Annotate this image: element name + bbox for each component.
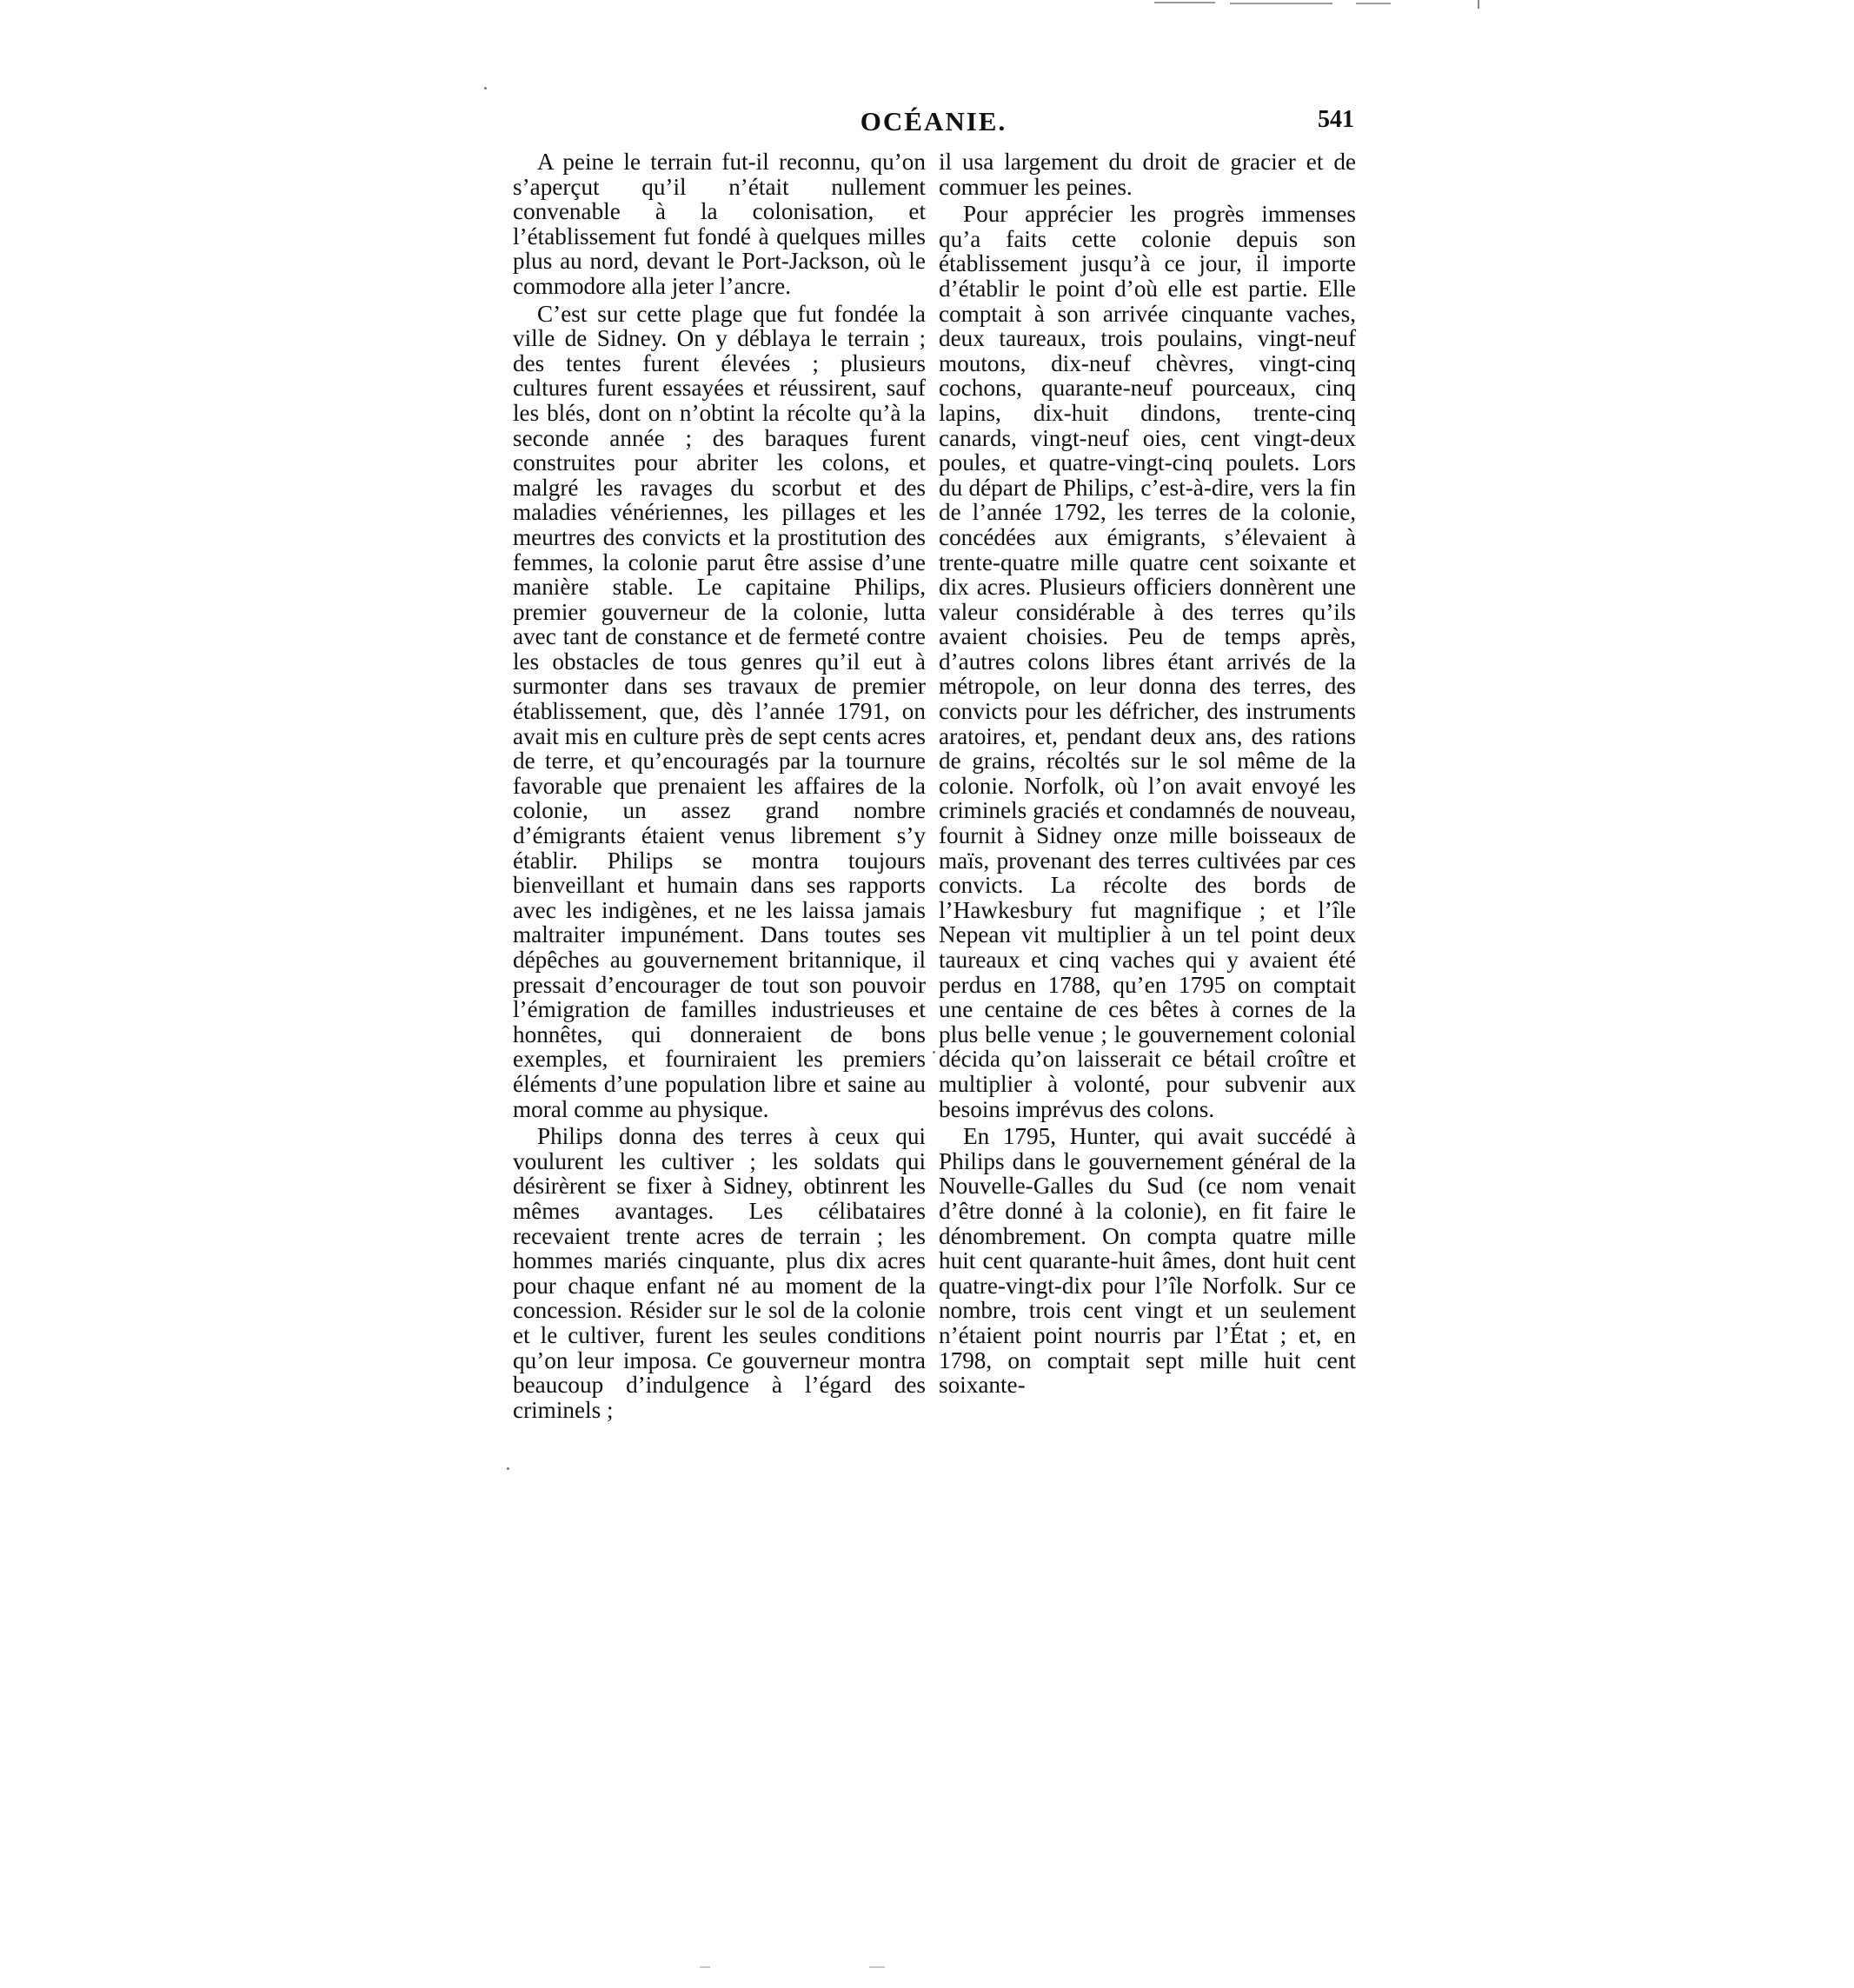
scan-artifact bbox=[700, 1966, 710, 1968]
paragraph-continuation: il usa largement du droit de gracier et de commuer les peines. bbox=[939, 149, 1356, 200]
paragraph: C’est sur cette plage que fut fondée la ville de Sidney. On y déblaya le terrain ; des tentes furent élevées ; plusieurs cultures furent essayées et réussirent, sauf les blés, dont on n’obtint la récolte qu’à la seconde année ; des baraques furent construites pour abriter les colons, et malgré les ravages du scorbut et des maladies vénériennes, les pillages et les meurtres des convicts et la prostitution des femmes, la colonie parut être assise d’une manière stable. Le capitaine Philips, premier gouverneur de la colonie, lutta avec tant de constance et de fermeté contre les obstacles de tous genres qu’il eut à surmonter dans ses travaux de premier établissement, que, dès l’année 1791, on avait mis en culture près de sept cents acres de terre, et qu’encouragés par la tournure favorable que prenaient les affaires de la colonie, un assez grand nombre d’émigrants étaient venus librement s’y établir. Philips se montra toujours bienveillant et humain dans ses rapports avec les indigènes, et ne les laissa jamais maltraiter impunément. Dans toutes ses dépêches au gouvernement britannique, il pressait d’encourager de tout son pouvoir l’émigration de familles industrieuses et honnêtes, qui donneraient de bons exemples, et fourniraient les premiers éléments d’une population libre et saine au moral comme au physique. bbox=[513, 300, 926, 1122]
right-column bbox=[939, 150, 1356, 1400]
paragraph: Philips donna des terres à ceux qui voulurent les cultiver ; les soldats qui désirèrent se fixer à Sidney, obtinrent les mêmes avantages. Les célibataires recevaient trente acres de terrain ; les hommes mariés cinquante, plus dix acres pour chaque enfant né au moment de la concession. Résider sur le sol de la colonie et le cultiver, furent les seules conditions qu’on leur imposa. Ce gouverneur montra beaucoup d’indulgence à l’égard des criminels ; bbox=[513, 1123, 926, 1423]
scan-artifact bbox=[869, 1966, 885, 1968]
paragraph: A peine le terrain fut-il reconnu, qu’on s’aperçut qu’il n’était nullement convenable à la colonisation, et l’établissement fut fondé à quelques milles plus au nord, devant le Port-Jackson, où le commodore alla jeter l’ancre. bbox=[513, 149, 926, 299]
left-column bbox=[513, 150, 926, 1425]
scan-artifact bbox=[1230, 3, 1332, 4]
page-header bbox=[513, 106, 1354, 141]
scan-artifact bbox=[1478, 0, 1479, 9]
scan-artifact bbox=[1154, 2, 1215, 3]
running-title: OCÉANIE. bbox=[860, 106, 1007, 136]
page-number: 541 bbox=[1318, 106, 1354, 133]
scan-artifact bbox=[1356, 3, 1391, 4]
scan-speck bbox=[933, 1051, 935, 1054]
scan-speck bbox=[484, 87, 487, 90]
paragraph: Pour apprécier les progrès immenses qu’a faits cette colonie depuis son établissement jusqu’à ce jour, il importe d’établir le point d’où elle est partie. Elle comptait à son arrivée cinquante vaches, deux taureaux, trois poulains, vingt-neuf moutons, dix-neuf chèvres, vingt-cinq cochons, quarante-neuf pourceaux, cinq lapins, dix-huit dindons, trente-cinq canards, vingt-neuf oies, cent vingt-deux poules, et quatre-vingt-cinq poulets. Lors du départ de Philips, c’est-à-dire, vers la fin de l’année 1792, les terres de la colonie, concédées aux émigrants, s’élevaient à trente-quatre mille quatre cent soixante et dix acres. Plusieurs officiers donnèrent une valeur considérable à des terres qu’ils avaient choisies. Peu de temps après, d’autres colons libres étant arrivés de la métropole, on leur donna des terres, des convicts pour les défricher, des instruments aratoires, et, pendant deux ans, des rations de grains, récoltés sur le sol même de la colonie. Norfolk, où l’on avait envoyé les criminels graciés et condamnés de nouveau, fournit à Sidney onze mille boisseaux de maïs, provenant des terres cultivées par ces convicts. La récolte des bords de l’Hawkesbury fut magnifique ; et l’île Nepean vit multiplier à un tel point deux taureaux et cinq vaches qui y avaient été perdus en 1788, qu’en 1795 on comptait une centaine de ces bêtes à cornes de la plus belle venue ; le gouvernement colonial décida qu’on laisserait ce bétail croître et multiplier à volonté, pour subvenir aux besoins imprévus des colons. bbox=[939, 201, 1356, 1122]
scan-speck bbox=[507, 1467, 509, 1470]
paragraph: En 1795, Hunter, qui avait succédé à Philips dans le gouvernement général de la Nouvelle-Galles du Sud (ce nom venait d’être donné à la colonie), en fit faire le dénombrement. On compta quatre mille huit cent quarante-huit âmes, dont huit cent quatre-vingt-dix pour l’île Norfolk. Sur ce nombre, trois cent vingt et un seulement n’étaient point nourris par l’État ; et, en 1798, on comptait sept mille huit cent soixante- bbox=[939, 1123, 1356, 1399]
